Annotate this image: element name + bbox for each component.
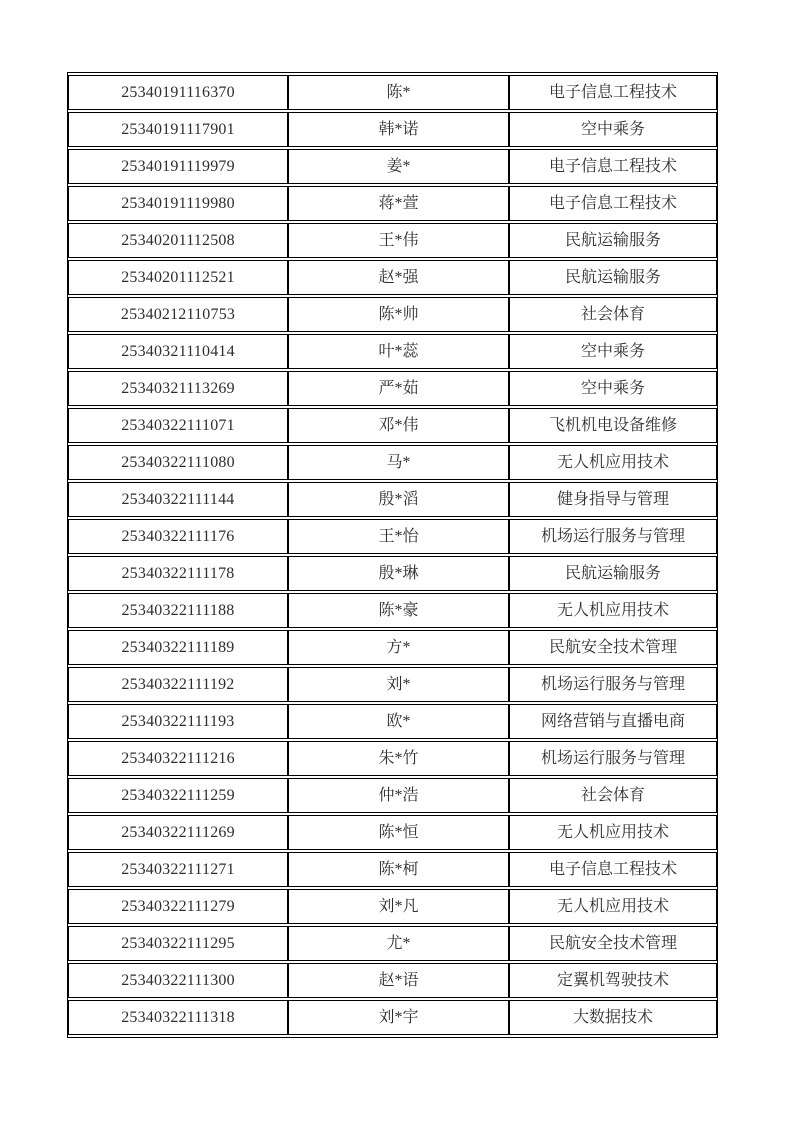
candidate-number-cell: 25340201112508 — [68, 223, 288, 258]
candidate-number-cell: 25340322111271 — [68, 852, 288, 887]
table-row — [68, 482, 717, 517]
candidate-number-cell: 25340191119980 — [68, 186, 288, 221]
candidate-name-cell: 马* — [288, 445, 509, 480]
table-row — [68, 963, 717, 998]
candidate-number-cell: 25340322111259 — [68, 778, 288, 813]
candidate-number-cell: 25340322111071 — [68, 408, 288, 443]
major-cell: 电子信息工程技术 — [509, 186, 717, 221]
candidate-name-cell: 刘*宇 — [288, 1000, 509, 1035]
major-cell: 无人机应用技术 — [509, 445, 717, 480]
candidate-name-cell: 欧* — [288, 704, 509, 739]
table-row — [68, 75, 717, 110]
candidate-number-cell: 25340212110753 — [68, 297, 288, 332]
table-row — [68, 704, 717, 739]
table-row — [68, 556, 717, 591]
major-cell: 机场运行服务与管理 — [509, 741, 717, 776]
major-cell: 无人机应用技术 — [509, 593, 717, 628]
candidate-name-cell: 陈*柯 — [288, 852, 509, 887]
table-row — [68, 297, 717, 332]
candidate-name-cell: 王*伟 — [288, 223, 509, 258]
major-cell: 飞机机电设备维修 — [509, 408, 717, 443]
candidate-roster-table — [67, 72, 718, 1038]
candidate-name-cell: 朱*竹 — [288, 741, 509, 776]
table-row — [68, 1000, 717, 1035]
candidate-name-cell: 王*怡 — [288, 519, 509, 554]
candidate-number-cell: 25340322111279 — [68, 889, 288, 924]
table-row — [68, 852, 717, 887]
candidate-number-cell: 25340201112521 — [68, 260, 288, 295]
table-row — [68, 778, 717, 813]
major-cell: 社会体育 — [509, 778, 717, 813]
candidate-number-cell: 25340322111269 — [68, 815, 288, 850]
candidate-name-cell: 姜* — [288, 149, 509, 184]
table-row — [68, 926, 717, 961]
major-cell: 定翼机驾驶技术 — [509, 963, 717, 998]
candidate-number-cell: 25340191116370 — [68, 75, 288, 110]
candidate-number-cell: 25340191117901 — [68, 112, 288, 147]
candidate-number-cell: 25340322111080 — [68, 445, 288, 480]
table-row — [68, 260, 717, 295]
table-row — [68, 593, 717, 628]
candidate-number-cell: 25340322111188 — [68, 593, 288, 628]
candidate-number-cell: 25340322111193 — [68, 704, 288, 739]
candidate-number-cell: 25340321110414 — [68, 334, 288, 369]
major-cell: 大数据技术 — [509, 1000, 717, 1035]
candidate-name-cell: 方* — [288, 630, 509, 665]
candidate-number-cell: 25340321113269 — [68, 371, 288, 406]
candidate-name-cell: 刘* — [288, 667, 509, 702]
major-cell: 电子信息工程技术 — [509, 75, 717, 110]
candidate-number-cell: 25340322111144 — [68, 482, 288, 517]
table-row — [68, 815, 717, 850]
major-cell: 民航运输服务 — [509, 223, 717, 258]
major-cell: 空中乘务 — [509, 334, 717, 369]
candidate-name-cell: 赵*强 — [288, 260, 509, 295]
table-row — [68, 741, 717, 776]
candidate-name-cell: 陈*帅 — [288, 297, 509, 332]
table-row — [68, 445, 717, 480]
candidate-number-cell: 25340322111295 — [68, 926, 288, 961]
candidate-name-cell: 叶*蕊 — [288, 334, 509, 369]
candidate-number-cell: 25340322111189 — [68, 630, 288, 665]
candidate-name-cell: 殷*琳 — [288, 556, 509, 591]
major-cell: 空中乘务 — [509, 112, 717, 147]
major-cell: 无人机应用技术 — [509, 889, 717, 924]
table-row — [68, 519, 717, 554]
table-row — [68, 112, 717, 147]
table-row — [68, 630, 717, 665]
roster-table-body — [68, 75, 717, 1035]
major-cell: 电子信息工程技术 — [509, 852, 717, 887]
major-cell: 空中乘务 — [509, 371, 717, 406]
candidate-name-cell: 陈* — [288, 75, 509, 110]
candidate-name-cell: 赵*语 — [288, 963, 509, 998]
candidate-number-cell: 25340322111300 — [68, 963, 288, 998]
candidate-name-cell: 刘*凡 — [288, 889, 509, 924]
candidate-name-cell: 尤* — [288, 926, 509, 961]
major-cell: 网络营销与直播电商 — [509, 704, 717, 739]
major-cell: 电子信息工程技术 — [509, 149, 717, 184]
candidate-name-cell: 仲*浩 — [288, 778, 509, 813]
candidate-name-cell: 蒋*萱 — [288, 186, 509, 221]
major-cell: 民航运输服务 — [509, 556, 717, 591]
major-cell: 无人机应用技术 — [509, 815, 717, 850]
roster-table — [68, 73, 717, 1037]
major-cell: 民航安全技术管理 — [509, 926, 717, 961]
table-row — [68, 186, 717, 221]
table-row — [68, 223, 717, 258]
candidate-number-cell: 25340322111176 — [68, 519, 288, 554]
candidate-name-cell: 严*茹 — [288, 371, 509, 406]
table-row — [68, 889, 717, 924]
candidate-number-cell: 25340322111318 — [68, 1000, 288, 1035]
table-row — [68, 149, 717, 184]
candidate-name-cell: 殷*滔 — [288, 482, 509, 517]
table-row — [68, 371, 717, 406]
candidate-number-cell: 25340322111216 — [68, 741, 288, 776]
candidate-name-cell: 陈*恒 — [288, 815, 509, 850]
major-cell: 民航运输服务 — [509, 260, 717, 295]
candidate-name-cell: 韩*诺 — [288, 112, 509, 147]
major-cell: 健身指导与管理 — [509, 482, 717, 517]
candidate-number-cell: 25340322111192 — [68, 667, 288, 702]
major-cell: 社会体育 — [509, 297, 717, 332]
major-cell: 民航安全技术管理 — [509, 630, 717, 665]
table-row — [68, 408, 717, 443]
candidate-number-cell: 25340322111178 — [68, 556, 288, 591]
table-row — [68, 667, 717, 702]
major-cell: 机场运行服务与管理 — [509, 519, 717, 554]
candidate-name-cell: 陈*豪 — [288, 593, 509, 628]
table-row — [68, 334, 717, 369]
major-cell: 机场运行服务与管理 — [509, 667, 717, 702]
candidate-number-cell: 25340191119979 — [68, 149, 288, 184]
candidate-name-cell: 邓*伟 — [288, 408, 509, 443]
